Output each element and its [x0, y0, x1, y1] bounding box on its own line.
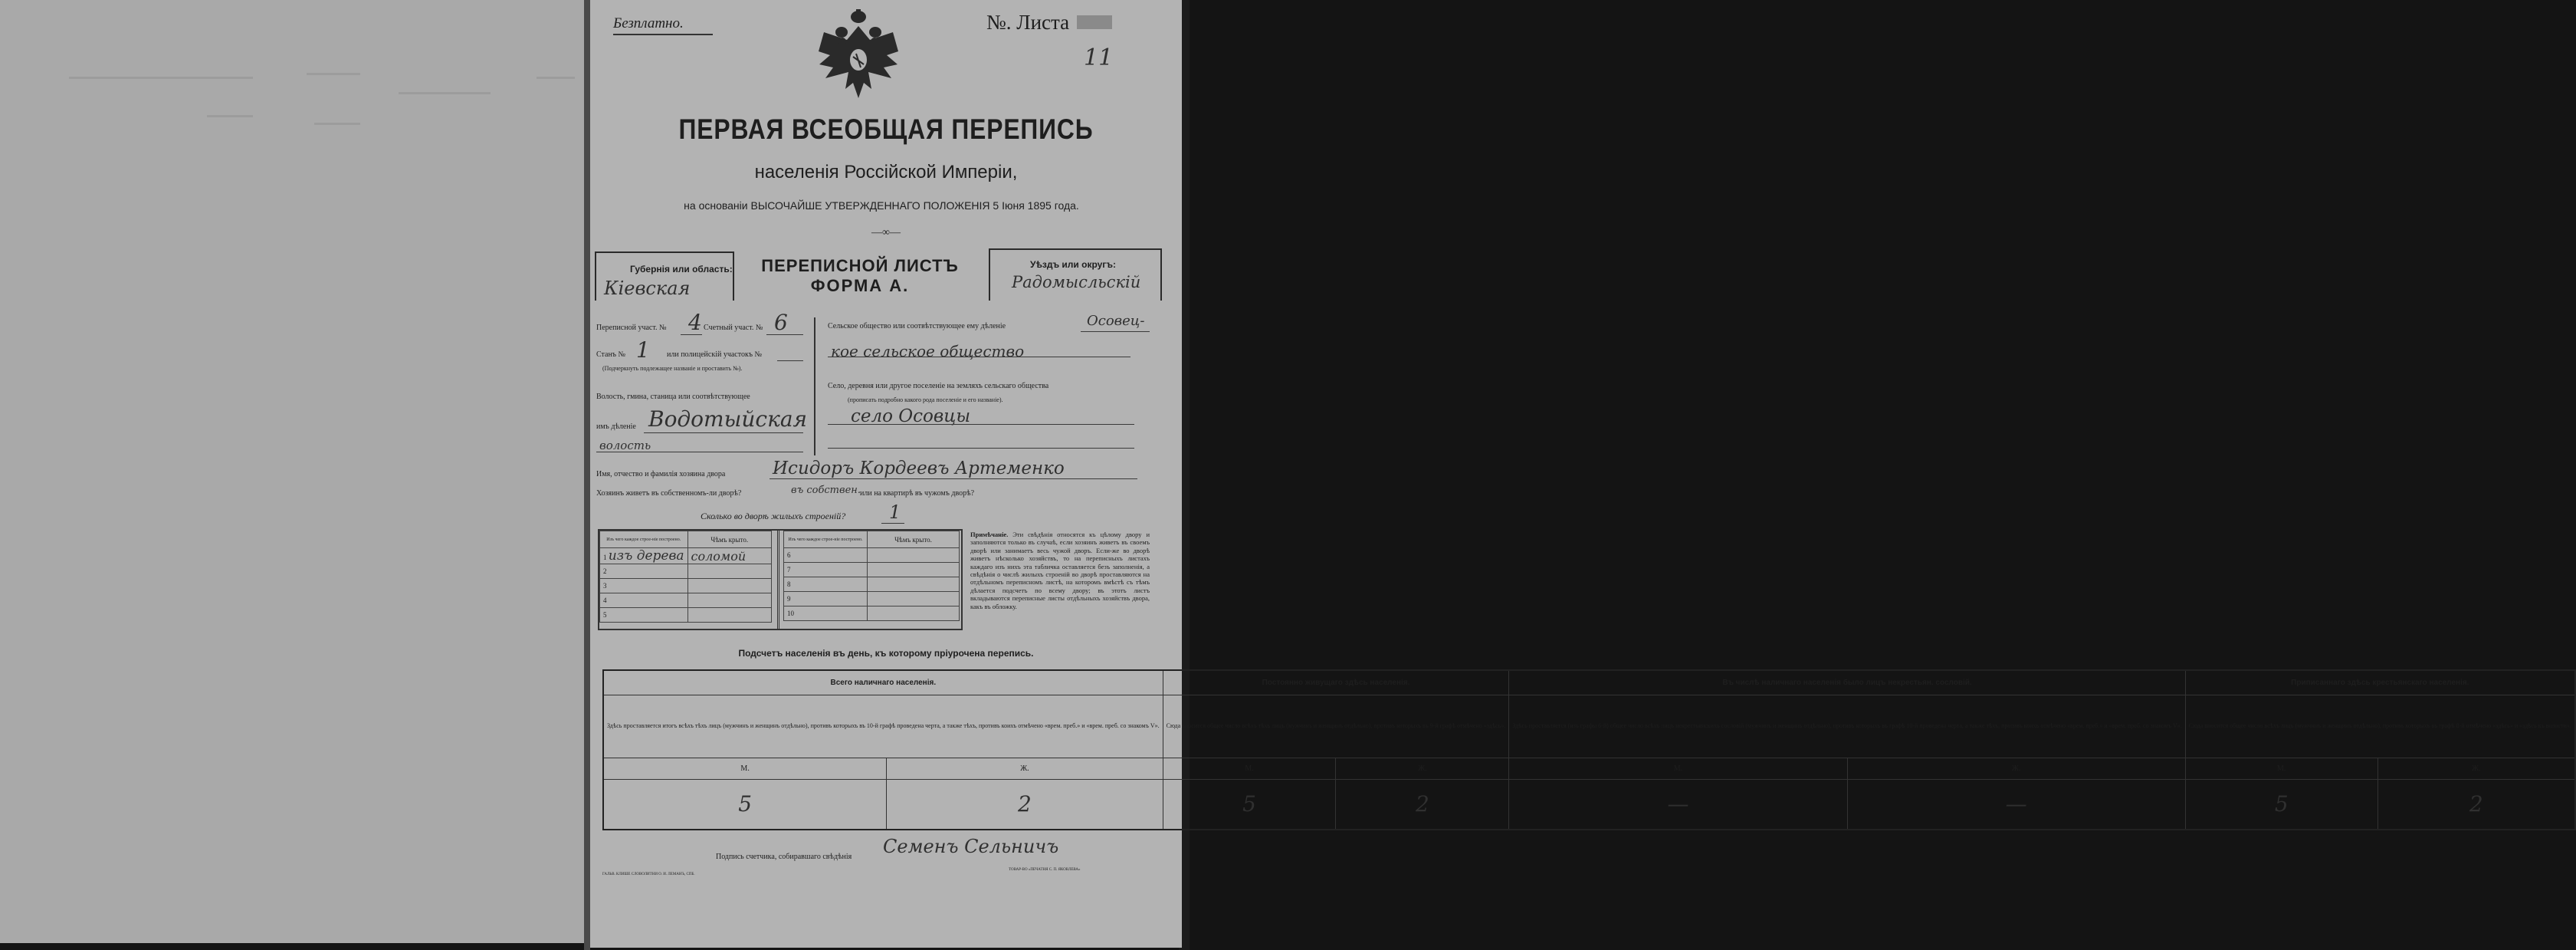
schet-uchast-value: 6 [774, 310, 788, 335]
buildings-line [881, 523, 904, 524]
buildings-col2-header-right: Чѣмъ крыто. [868, 531, 960, 548]
stan-note: (Подчеркнуть подлежащее названіе и проставить №). [602, 365, 743, 372]
volost-label-1: Волость, гмина, станица или соотвѣтствующее [596, 393, 750, 401]
buildings-row-number: 2 [600, 564, 688, 579]
tally-f-label: Ж. [1847, 758, 2185, 779]
tally-f-label: Ж. [887, 758, 1163, 779]
tally-header-non-peasant: Въ числѣ наличнаго населенія было лицъ некрестьян. сословій. [1509, 670, 2185, 695]
uezd-box [989, 248, 1162, 301]
police-line [777, 360, 803, 361]
tally-desc-non-peasant: Здѣсь проставляется (изъ графы 6-й) общее число всѣхъ лицъ некрестьянскихъ сословій (мужчинъ и женщинъ отдѣльно), противъ которыхъ въ графѣ 10-й проведена черта, а также тѣхъ, противъ коихъ отмѣчено «врем. преб.» и «врем. преб. со знакомъ V». [1509, 695, 2185, 758]
perepis-uchast-value: 4 [688, 310, 702, 335]
tally-title: Подсчетъ населенія въ день, къ которому пріурочена перепись. [738, 648, 1034, 659]
signature-value: Семенъ Сельничъ [883, 836, 1059, 857]
buildings-row [784, 548, 960, 563]
note-lead: Примѣчаніе. [970, 531, 1009, 538]
buildings-row-number: 9 [784, 592, 868, 606]
tally-non-peasant-m: — [1509, 779, 1847, 830]
tally-m-label: М. [2185, 758, 2377, 779]
buildings-table [598, 529, 963, 630]
form-type: ФОРМА А. [810, 276, 910, 295]
volost-line-1 [644, 432, 803, 433]
buildings-row-roof [868, 548, 960, 563]
selo-line-1 [828, 424, 1134, 425]
schet-uchast-line [766, 334, 803, 335]
selskoe-label: Сельское общество или соотвѣтствующее ему дѣленіе [828, 322, 1006, 330]
volost-value-2: волость [599, 439, 651, 452]
coat-of-arms-icon [816, 9, 901, 103]
selo-value: село Осовцы [851, 406, 971, 426]
selskoe-line-1 [1081, 331, 1150, 332]
buildings-col1-header-right: Изъ чего каждое строе-ніе построено. [784, 531, 868, 548]
census-subtitle: населенія Россійской Имперіи, [754, 162, 1018, 182]
buildings-row-number: 7 [784, 563, 868, 577]
tally-desc-total: Здѣсь проставляется итогъ всѣхъ тѣхъ лицъ (мужчинъ и женщинъ отдѣльно), противъ которыхъ въ 10-й графѣ проведена черта, а также тѣхъ, противъ коихъ отмѣчено «врем. преб.» и «врем. преб. со знакомъ V». [603, 695, 1163, 758]
tally-non-peasant-f: — [1847, 779, 2185, 830]
buildings-row-number: 10 [784, 606, 868, 621]
lives-label-2: или на квартирѣ въ чужомъ дворѣ? [860, 489, 975, 498]
tally-f-label: Ж. [1336, 758, 1509, 779]
buildings-row-roof: соломой [691, 548, 747, 564]
form-name: ПЕРЕПИСНОЙ ЛИСТЪ [761, 256, 959, 275]
buildings-table-right [783, 531, 960, 621]
buildings-row [784, 577, 960, 592]
buildings-table-divider [777, 531, 779, 629]
census-title: ПЕРВАЯ ВСЕОБЩАЯ ПЕРЕПИСЬ [678, 113, 1094, 145]
buildings-row [600, 608, 772, 623]
schet-uchast-label: Счетный участ. № [704, 324, 763, 332]
buildings-row-roof [687, 579, 771, 593]
census-form-page [590, 0, 2571, 948]
uezd-label: Уѣздъ или округъ: [1030, 259, 1117, 270]
tally-table [602, 669, 2576, 830]
tally-header-total: Всего наличнаго населенія. [603, 670, 1163, 695]
tally-total-f: 2 [887, 779, 1163, 830]
buildings-row [784, 592, 960, 606]
buildings-row-roof [868, 606, 960, 621]
owner-value: Исидоръ Кордеевъ Артеменко [773, 459, 1065, 478]
buildings-row [600, 564, 772, 579]
sheet-number-erasure [1077, 15, 1112, 29]
buildings-row [784, 563, 960, 577]
page-gutter [584, 0, 590, 950]
tally-m-label: М. [1163, 758, 1336, 779]
tally-m-label: М. [603, 758, 887, 779]
tally-m-label: М. [1509, 758, 1847, 779]
buildings-row-number: 1 [603, 554, 607, 561]
signature-label: Подпись счетчика, собиравшаго свѣдѣнія [716, 853, 852, 861]
form-heading [736, 256, 984, 296]
uezd-value: Радомысльскій [1012, 273, 1141, 291]
buildings-row-number: 8 [784, 577, 868, 592]
gubernia-box [595, 251, 734, 301]
stan-label: Станъ № [596, 350, 626, 359]
volost-label-2: имъ дѣленіе [596, 422, 636, 431]
imprint-right: ТОВАР-ВО «ПЕЧАТНЯ С. П. ЯКОВЛЕВА» [1009, 868, 1081, 872]
buildings-row-number: 6 [784, 548, 868, 563]
buildings-row-number: 5 [600, 608, 688, 623]
sheet-number-value: 11 [1084, 44, 1114, 71]
column-divider [814, 317, 815, 455]
free-label-underline [613, 34, 713, 35]
tally-peasant-f: 2 [2377, 779, 2575, 830]
volost-value-1: Водотыйская [648, 406, 808, 432]
ornament-divider: —∞— [871, 227, 901, 238]
tally-permanent-m: 5 [1163, 779, 1336, 830]
buildings-row-roof [687, 608, 771, 623]
census-basis: на основаніи ВЫСОЧАЙШЕ УТВЕРЖДЕННАГО ПОЛОЖЕНІЯ 5 Іюня 1895 года. [684, 199, 1079, 212]
owner-label: Имя, отчество и фамилія хозяина двора [596, 470, 726, 478]
buildings-row [600, 579, 772, 593]
tally-f-label: Ж. [2377, 758, 2575, 779]
buildings-label: Сколько во дворѣ жилыхъ строеній? [701, 511, 846, 521]
buildings-row [784, 606, 960, 621]
sheet-number-label: №. Листа [986, 11, 1070, 34]
selo-label: Село, деревня или другое поселеніе на земляхъ сельскаго общества [828, 382, 1049, 390]
left-page [0, 0, 586, 943]
tally-total-m: 5 [603, 779, 887, 830]
buildings-row-roof [687, 593, 771, 608]
selskoe-value-1: Осовец- [1087, 313, 1145, 329]
perepis-uchast-line [681, 334, 702, 335]
buildings-col1-header: Изъ чего каждое строе-ніе построено. [600, 531, 688, 548]
lives-value: въ собствен. [791, 485, 861, 496]
police-label: или полицейскій участокъ № [667, 350, 763, 359]
buildings-row-roof [868, 563, 960, 577]
tally-permanent-f: 2 [1336, 779, 1509, 830]
gubernia-value: Кіевская [604, 278, 691, 299]
buildings-row-material: изъ дерева [608, 548, 684, 564]
tally-peasant-m: 5 [2185, 779, 2377, 830]
note-block [970, 531, 1150, 610]
lives-label-1: Хозяинъ живетъ въ собственномъ-ли дворѣ? [596, 489, 742, 498]
buildings-row [600, 548, 772, 564]
tally-header-permanent: Постоянно живущаго здѣсь населенія. [1163, 670, 1509, 695]
imprint-left: ГАЛЬВ. КЛИШЕ СЛОВОЛИТНИ О. И. ЛЕМАНЪ, СПБ. [602, 873, 695, 876]
buildings-value: 1 [889, 501, 901, 523]
gubernia-label: Губернія или область: [630, 264, 733, 274]
buildings-table-left [599, 531, 772, 623]
note-text: Эти свѣдѣнія относятся къ цѣлому двору и заполняются только въ случаѣ, если хозяинъ живетъ въ своемъ дворѣ или занимаетъ весь чужой дворъ. Если-же во дворѣ живетъ нѣсколько хозяйствъ, то на переписныхъ листахъ каждаго изъ нихъ эта табличка оставляется безъ заполненія, а свѣдѣнія о числѣ жилыхъ строеній во дворѣ проставляются на отдѣльномъ переписномъ листѣ, на которомъ вмѣстѣ съ тѣмъ дѣлается подсчетъ по всему двору; въ этотъ листъ вкладываются переписные листы отдѣльныхъ хозяйствъ двора, какъ въ обложку. [970, 531, 1150, 610]
buildings-row [600, 593, 772, 608]
free-label: Безплатно. [613, 15, 684, 31]
selskoe-value-2: кое сельское общество [831, 342, 1025, 360]
selo-line-2 [828, 448, 1134, 449]
tally-desc-permanent: Сюда вносится общее число всѣхъ тѣхъ лицъ (мужчинъ и женщинъ отдѣльно), противъ которыхъ въ 9-й графѣ отмѣчено «здѣсь». [1163, 695, 1509, 758]
tally-desc-peasant: Сюда вносится общее число всѣхъ лицъ (мужчинъ и женщинъ отдѣльно), противъ которыхъ въ графѣ 8-й отмѣчено «здѣсь» и «здѣсь къ волости». [2185, 695, 2575, 758]
buildings-row-number: 4 [600, 593, 688, 608]
buildings-col2-header: Чѣмъ крыто. [687, 531, 771, 548]
buildings-row-roof [868, 592, 960, 606]
buildings-row-roof [868, 577, 960, 592]
perepis-uchast-label: Переписной участ. № [596, 324, 667, 332]
stan-value: 1 [636, 337, 650, 363]
buildings-row-number: 3 [600, 579, 688, 593]
owner-line [770, 478, 1137, 479]
tally-header-peasant: Приписаннаго здѣсь крестьянскаго населенія. [2185, 670, 2575, 695]
selo-note: (прописать подробно какого рода поселеніе и его названіе). [848, 396, 1003, 403]
buildings-row-roof [687, 564, 771, 579]
